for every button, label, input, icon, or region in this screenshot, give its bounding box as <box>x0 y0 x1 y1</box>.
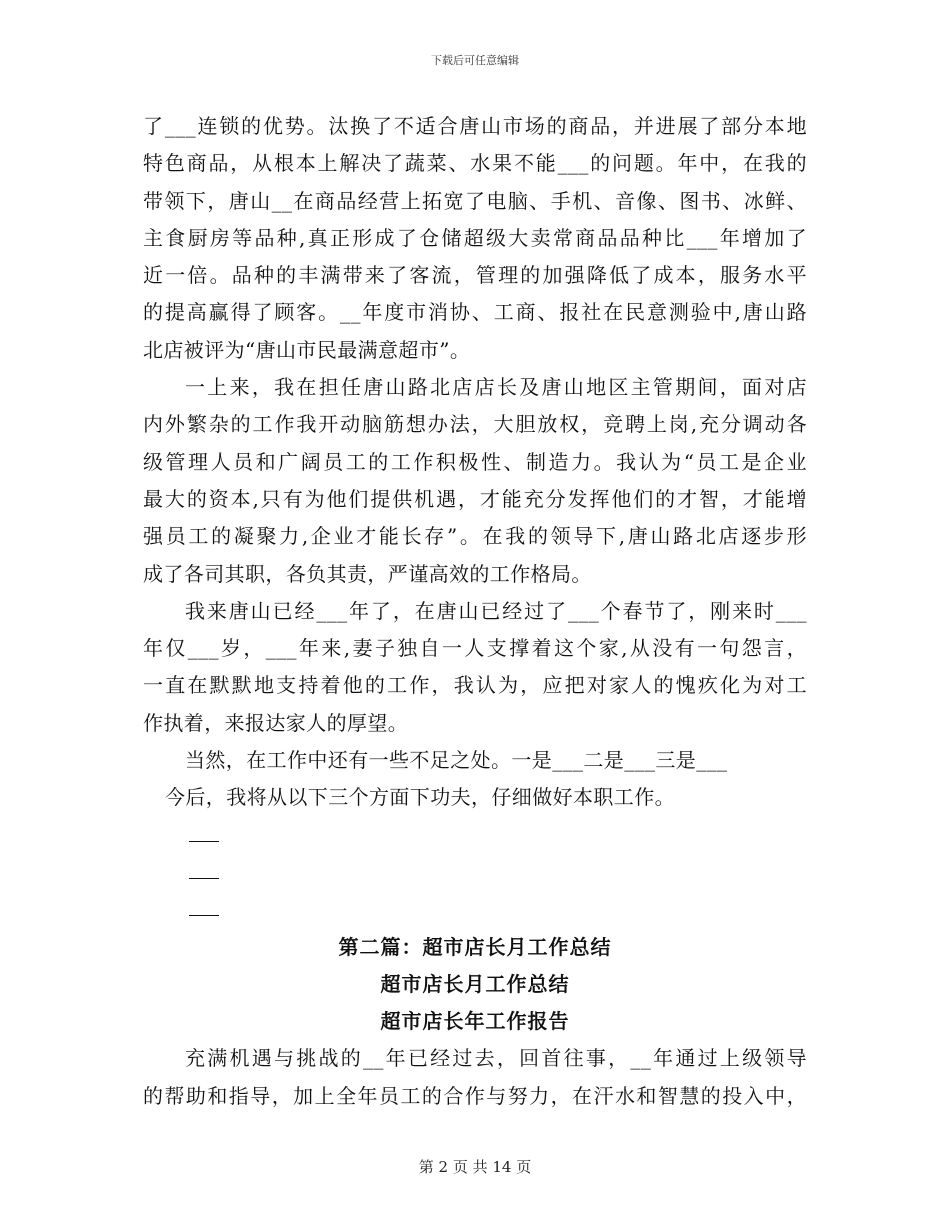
text-line: 的帮助和指导，加上全年员工的合作与努力，在汗水和智慧的投入中， <box>143 1083 807 1108</box>
paragraph-1 <box>143 108 807 369</box>
text-line: 了___连锁的优势。汰换了不适合唐山市场的商品，并进展了部分本地 <box>143 114 807 138</box>
paragraph-5: 今后，我将从以下三个方面下功夫，仔细做好本职工作。 <box>165 785 675 810</box>
section-subheading: 超市店长月工作总结 <box>380 971 570 996</box>
text-line: 最大的资本,只有为他们提供机遇，才能充分发挥他们的才智，才能增 <box>143 486 807 511</box>
blank-line <box>143 891 807 928</box>
page-header-note: 下载后可任意编辑 <box>431 54 519 67</box>
text-line: 特色商品，从根本上解决了蔬菜、水果不能___的问题。年中，在我的 <box>143 151 807 176</box>
blank-line <box>143 854 807 891</box>
text-line: 强员工的凝聚力,企业才能长存”。在我的领导下,唐山路北店逐步形 <box>143 524 807 549</box>
text-line: 带领下，唐山__在商品经营上拓宽了电脑、手机、音像、图书、冰鲜、 <box>143 188 807 213</box>
text-line: 级管理人员和广阔员工的工作积极性、制造力。我认为“员工是企业 <box>143 449 807 474</box>
text-line: 的提高赢得了顾客。__年度市消协、工商、报社在民意测验中,唐山路 <box>143 300 807 325</box>
document-body <box>143 108 807 1115</box>
text-line: 成了各司其职，各负其责，严谨高效的工作格局。 <box>143 561 592 586</box>
text-line: 一直在默默地支持着他的工作，我认为，应把对家人的愧疚化为对工 <box>143 673 807 698</box>
text-line: 一上来，我在担任唐山路北店店长及唐山地区主管期间，面对店 <box>185 375 807 400</box>
page-footer-number: 第 2 页 共 14 页 <box>418 1158 532 1176</box>
blank-line <box>143 817 807 854</box>
paragraph-2 <box>143 369 807 593</box>
section-heading: 第二篇：超市店长月工作总结 <box>338 934 612 959</box>
text-line: 北店被评为“唐山市民最满意超市”。 <box>143 337 471 362</box>
text-line: 内外繁杂的工作我开动脑筋想办法，大胆放权，竞聘上岗,充分调动各 <box>143 412 807 437</box>
paragraph-3 <box>143 593 807 742</box>
text-line: 近一倍。品种的丰满带来了客流，管理的加强降低了成本，服务水平 <box>143 263 807 288</box>
text-line: 年仅___岁，___年来,妻子独自一人支撑着这个家,从没有一句怨言， <box>143 636 807 661</box>
section-subheading: 超市店长年工作报告 <box>380 1009 570 1034</box>
text-line: 充满机遇与挑战的__年已经过去，回首往事，__年通过上级领导 <box>185 1046 807 1071</box>
paragraph-6 <box>143 1040 807 1115</box>
text-line: 作执着，来报达家人的厚望。 <box>143 710 409 735</box>
text-line: 主食厨房等品种,真正形成了仓储超级大卖常商品品种比___年增加了 <box>143 225 807 250</box>
paragraph-4: 当然，在工作中还有一些不足之处。一是___二是___三是___ <box>185 748 728 773</box>
text-line: 我来唐山已经___年了，在唐山已经过了___个春节了，刚来时___ <box>185 598 807 623</box>
